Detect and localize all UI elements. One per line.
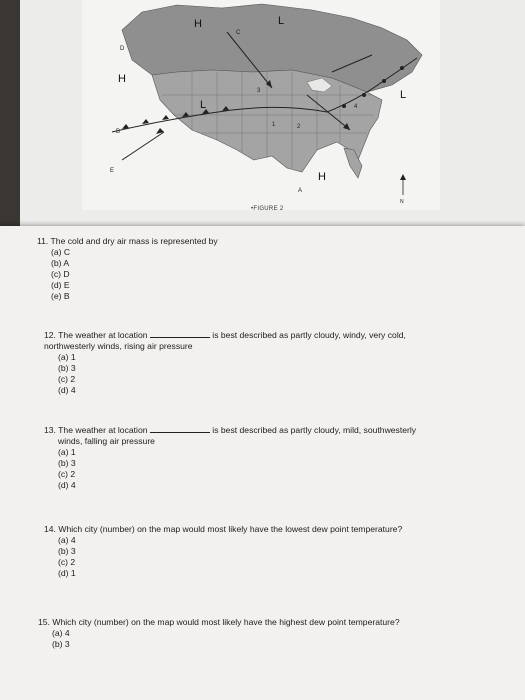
question-13-blank xyxy=(150,424,210,433)
question-12-blank xyxy=(150,329,210,338)
high-pressure-h-top: H xyxy=(194,18,202,30)
question-11-stem: 11. The cold and dry air mass is represented by xyxy=(37,236,218,246)
weather-map-svg xyxy=(82,0,440,210)
question-12-stem-start: 12. The weather at location xyxy=(44,330,148,340)
high-pressure-h-left: H xyxy=(118,73,126,85)
air-mass-label-e: E xyxy=(110,168,115,174)
question-11 xyxy=(37,236,218,302)
question-11-option-e: (e) B xyxy=(51,291,70,301)
question-13-option-c: (c) 2 xyxy=(58,469,76,479)
high-pressure-h-bottom: H xyxy=(318,171,326,183)
question-11-option-d: (d) E xyxy=(51,280,70,290)
question-13-stem xyxy=(44,424,416,436)
city-4-label: 4 xyxy=(354,104,358,110)
question-14-option-a: (a) 4 xyxy=(58,535,76,545)
city-2-label: 2 xyxy=(297,124,301,130)
question-12-stem xyxy=(44,329,406,341)
question-12-option-d: (d) 4 xyxy=(58,385,76,395)
low-pressure-l-top: L xyxy=(278,15,285,27)
question-13-option-a: (a) 1 xyxy=(58,447,76,457)
question-12-option-b: (b) 3 xyxy=(58,363,76,373)
question-15-option-a: (a) 4 xyxy=(52,628,70,638)
question-13-stem-continued: winds, falling air pressure xyxy=(58,436,155,446)
low-pressure-l-center: L xyxy=(200,99,207,111)
question-15-option-b: (b) 3 xyxy=(52,639,70,649)
city-1-label: 1 xyxy=(272,122,276,128)
question-13-option-d: (d) 4 xyxy=(58,480,76,490)
question-14-option-b: (b) 3 xyxy=(58,546,76,556)
question-12 xyxy=(44,329,406,396)
question-14-stem: 14. Which city (number) on the map would most likely have the lowest dew point temperature? xyxy=(44,524,403,534)
question-11-option-b: (b) A xyxy=(51,258,70,268)
question-13-option-b: (b) 3 xyxy=(58,458,76,468)
north-label: N xyxy=(400,199,404,205)
question-12-stem-end: is best described as partly cloudy, windy, very cold, xyxy=(212,330,406,340)
question-13 xyxy=(44,424,416,491)
air-mass-label-c: C xyxy=(236,30,241,36)
low-pressure-l-right: L xyxy=(400,89,407,101)
question-12-option-c: (c) 2 xyxy=(58,374,76,384)
question-11-option-a: (a) C xyxy=(51,247,71,257)
question-15 xyxy=(38,617,400,650)
question-11-option-c: (c) D xyxy=(51,269,70,279)
air-mass-label-d: D xyxy=(120,46,125,52)
question-14-option-d: (d) 1 xyxy=(58,568,76,578)
city-3-label: 3 xyxy=(257,88,261,94)
question-13-stem-start: 13. The weather at location xyxy=(44,425,148,435)
question-12-option-a: (a) 1 xyxy=(58,352,76,362)
air-mass-label-a: A xyxy=(298,188,303,194)
question-14-option-c: (c) 2 xyxy=(58,557,76,567)
weather-map xyxy=(82,0,440,210)
question-13-stem-end: is best described as partly cloudy, mild, southwesterly xyxy=(212,425,417,435)
question-15-stem: 15. Which city (number) on the map would most likely have the highest dew point temperature? xyxy=(38,617,400,627)
air-mass-label-b: B xyxy=(116,129,121,135)
figure-sheet xyxy=(20,0,525,232)
question-12-stem-continued: northwesterly winds, rising air pressure xyxy=(44,341,193,351)
figure-caption: •FIGURE 2 xyxy=(251,206,284,212)
question-14 xyxy=(44,524,402,579)
